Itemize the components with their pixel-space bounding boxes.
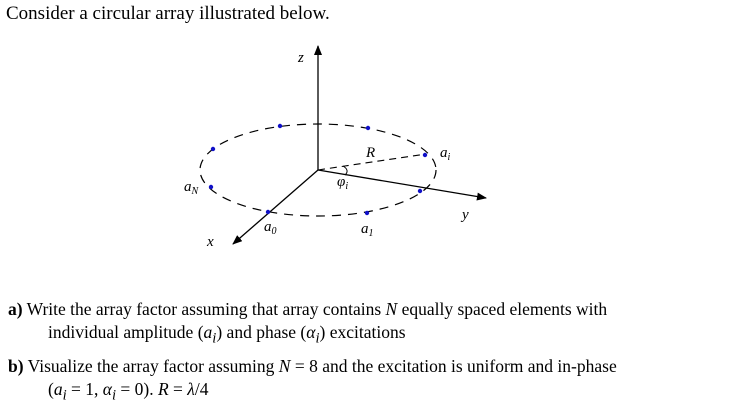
math-var: α (102, 379, 112, 399)
question-text: individual amplitude ( (48, 322, 204, 342)
math-subscript: i (62, 387, 67, 404)
y-axis-label: y (462, 207, 469, 223)
question-b (8, 355, 724, 408)
math-var: N (278, 356, 291, 376)
element-dot (278, 124, 282, 128)
math-var: N (385, 299, 398, 319)
question-label: a) (8, 299, 23, 319)
math-var: a (53, 379, 63, 399)
math-subscript: i (315, 330, 320, 347)
x-axis-label: x (207, 234, 214, 250)
question-label: b) (8, 356, 24, 376)
radius-label: R (366, 145, 376, 161)
element-dot (366, 126, 370, 130)
phi-i-label: $\varphi_i$ (337, 174, 349, 192)
a-n-label: $a_N$ (184, 179, 199, 197)
math-var: a (203, 322, 213, 342)
z-axis-label: z (298, 50, 304, 66)
element-dot (266, 210, 270, 214)
question-text: Write the array factor assuming that array contains (26, 299, 386, 319)
a-i-label: $a_i$ (440, 145, 451, 163)
math-var: R (157, 379, 169, 399)
a-0-label: $a_0$ (264, 219, 277, 237)
question-continuation (8, 321, 724, 351)
element-dot (365, 211, 369, 215)
element-dot (423, 153, 427, 157)
question-text: Visualize the array factor assuming (27, 356, 279, 376)
question-text: = 1, (66, 379, 103, 399)
question-text: equally spaced elements with (397, 299, 608, 319)
question-text: = 0). (116, 379, 158, 399)
question-text: = (168, 379, 188, 399)
question-text: /4 (194, 379, 209, 399)
math-var: λ (187, 379, 195, 399)
math-subscript: i (111, 387, 117, 404)
element-dot (418, 189, 422, 193)
question-continuation (8, 378, 724, 408)
intro-text: Consider a circular array illustrated below. (6, 3, 330, 24)
question-text: ) and phase ( (216, 322, 307, 342)
a-1-label: $a_1$ (361, 221, 374, 239)
math-subscript: i (212, 330, 217, 347)
question-text: ) excitations (319, 322, 406, 342)
math-var: α (306, 322, 316, 342)
question-text: ( (48, 379, 54, 399)
question-a (8, 298, 724, 351)
question-text: = 8 and the excitation is uniform and in-phase (290, 356, 617, 376)
element-dot (209, 185, 213, 189)
element-dot (211, 147, 215, 151)
